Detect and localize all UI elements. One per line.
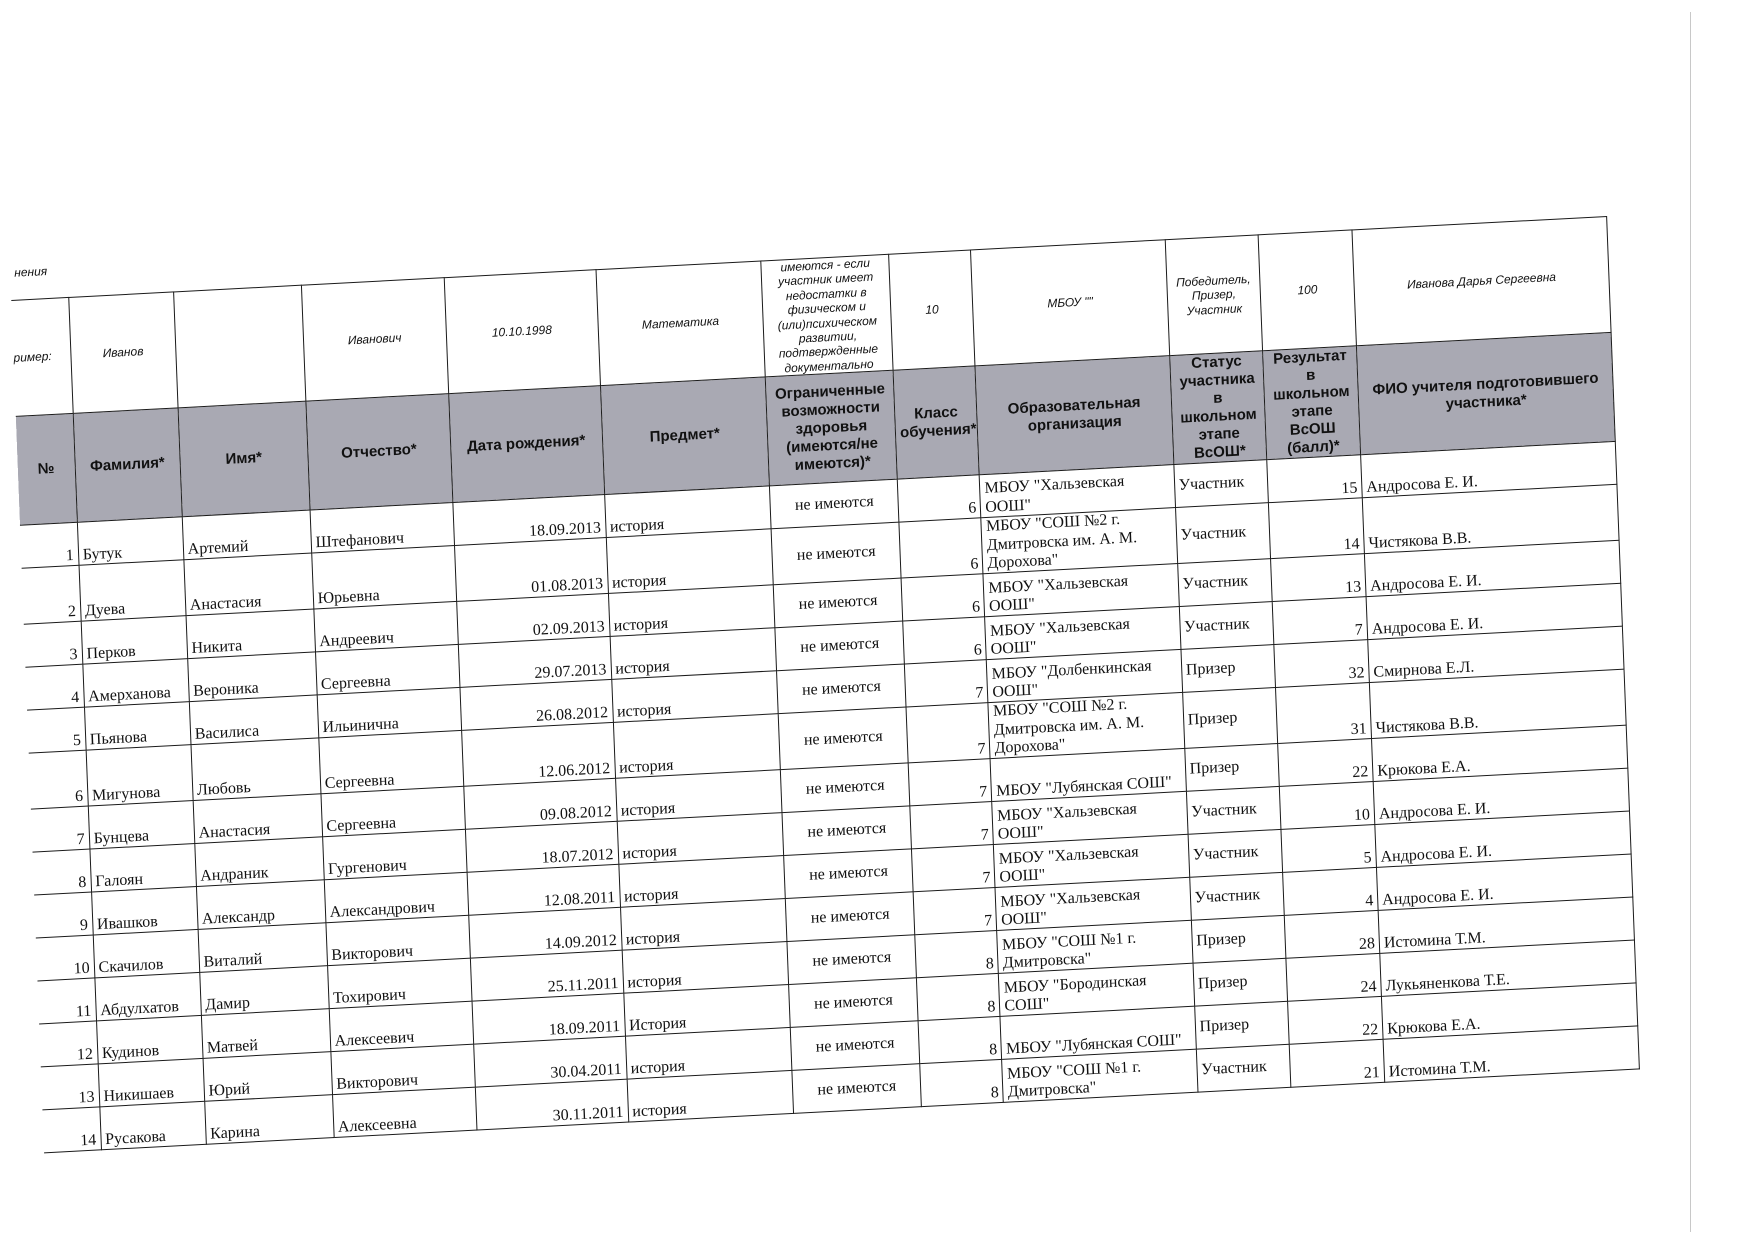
cell-num: 12 — [39, 1021, 98, 1067]
cell-last-name: Бутук — [77, 517, 184, 565]
cell-first-name: Анастасия — [184, 553, 314, 616]
cell-first-name: Любовь — [191, 738, 321, 801]
cell-status: Призер — [1184, 744, 1279, 792]
cell-org: МБОУ "СОШ №2 г. Дмитровска им. А. М. Дорохова" — [988, 693, 1184, 759]
cell-last-name: Амерханова — [82, 659, 189, 707]
example-first-name — [173, 285, 305, 408]
cell-status: Призер — [1193, 959, 1288, 1007]
example-teacher: Иванова Дарья Сергеевна — [1352, 217, 1611, 346]
scanned-table-wrapper — [10, 182, 1640, 1154]
cell-teacher: Андросова Е. И. — [1364, 541, 1620, 597]
cell-num: 11 — [37, 978, 96, 1024]
cell-health: не имеются — [770, 479, 899, 529]
cell-org: МБОУ "Хальзевская ООШ" — [980, 465, 1176, 518]
cell-patronymic: Сергеевна — [321, 787, 465, 837]
cell-last-name: Пьянова — [84, 702, 191, 750]
cell-first-name: Карина — [204, 1095, 333, 1145]
cell-birth-date: 18.09.2011 — [472, 994, 625, 1045]
cell-num: 8 — [33, 850, 92, 896]
cell-teacher: Крюкова Е.А. — [1381, 983, 1637, 1039]
cell-last-name: Мигунова — [86, 745, 193, 807]
cell-last-name: Абдулхатов — [95, 973, 202, 1021]
cell-teacher: Андросова Е. И. — [1375, 812, 1631, 868]
cell-last-name: Русакова — [99, 1102, 206, 1150]
cell-teacher: Андросова Е. И. — [1377, 855, 1633, 911]
cell-birth-date: 12.06.2012 — [461, 723, 615, 787]
cell-grade: 8 — [918, 1017, 1002, 1064]
cell-first-name: Андраник — [195, 837, 324, 887]
cell-first-name: Анастасия — [193, 794, 322, 844]
cell-status: Участник — [1188, 830, 1283, 878]
cell-subject: история — [622, 942, 789, 994]
cell-last-name: Кудинов — [96, 1016, 203, 1064]
cell-score: 22 — [1288, 997, 1383, 1045]
cell-score: 7 — [1273, 597, 1368, 645]
cell-subject: история — [625, 1028, 792, 1080]
cell-health: не имеются — [785, 892, 914, 942]
header-teacher: ФИО учителя подготовившего участника* — [1356, 333, 1615, 455]
cell-teacher: Андросова Е. И. — [1366, 584, 1622, 640]
cell-patronymic: Ильинична — [317, 688, 461, 738]
cell-grade: 8 — [915, 931, 999, 978]
cell-patronymic: Александрович — [324, 873, 468, 923]
cell-patronymic: Штефанович — [310, 503, 454, 553]
cell-grade: 7 — [913, 888, 997, 935]
cell-last-name: Никишаев — [98, 1059, 205, 1107]
cell-grade: 7 — [910, 802, 994, 849]
cell-score: 28 — [1285, 911, 1380, 959]
cell-first-name: Вероника — [187, 652, 316, 702]
cell-org: МБОУ "Хальзевская ООШ" — [985, 607, 1181, 660]
cell-patronymic: Алексеевна — [332, 1088, 476, 1138]
olympiad-results-table — [10, 182, 1640, 1154]
header-last-name: Фамилия* — [73, 408, 182, 522]
cell-score: 15 — [1267, 455, 1362, 503]
header-org: Образовательная организация — [975, 356, 1173, 475]
cell-num: 13 — [41, 1064, 100, 1110]
cell-num: 4 — [25, 664, 84, 710]
cell-last-name: Ивашков — [91, 887, 198, 935]
instruction-text: нения — [10, 182, 1607, 300]
cell-first-name: Александр — [196, 880, 325, 930]
cell-org: МБОУ "Лубянская СОШ" — [1000, 1007, 1196, 1060]
example-health: имеются - если участник имеет недостатки в физическом и (или)психическом развитии, подтвержденные документально — [761, 254, 893, 377]
cell-num: 1 — [20, 522, 79, 568]
example-score: 100 — [1258, 230, 1356, 351]
cell-health: не имеются — [790, 1021, 919, 1071]
cell-last-name: Галоян — [90, 844, 197, 892]
cell-first-name: Матвей — [201, 1009, 330, 1059]
cell-health: не имеются — [789, 978, 918, 1028]
page-edge — [1690, 12, 1691, 1232]
cell-first-name: Дамир — [200, 966, 329, 1016]
cell-grade: 8 — [917, 974, 1001, 1021]
cell-grade: 8 — [920, 1060, 1004, 1107]
cell-health: не имеются — [777, 664, 906, 714]
cell-score: 13 — [1271, 554, 1366, 602]
cell-patronymic: Тохирович — [327, 959, 471, 1009]
cell-org: МБОУ "Хальзевская ООШ" — [992, 792, 1188, 845]
cell-health: не имеются — [775, 621, 904, 671]
cell-birth-date: 29.07.2013 — [458, 637, 611, 688]
cell-birth-date: 18.07.2012 — [465, 822, 618, 873]
cell-subject: история — [627, 1071, 794, 1123]
cell-subject: история — [617, 813, 784, 865]
cell-subject: история — [608, 585, 775, 637]
cell-subject: история — [611, 671, 778, 723]
cell-status: Участник — [1177, 559, 1272, 607]
cell-num: 3 — [24, 622, 83, 668]
header-num: № — [16, 414, 77, 526]
cell-grade: 7 — [906, 703, 990, 763]
cell-health: не имеются — [792, 1064, 921, 1114]
header-health: Ограниченные возможности здоровья (имеются/не имеются)* — [765, 370, 897, 486]
example-org: МБОУ "" — [971, 240, 1169, 366]
cell-teacher: Чистякова В.В. — [1362, 484, 1619, 554]
cell-org: МБОУ "СОШ №1 г. Дмитровска" — [997, 921, 1193, 974]
cell-teacher: Чистякова В.В. — [1369, 669, 1626, 739]
cell-subject: история — [613, 714, 781, 779]
cell-health: не имеются — [778, 707, 908, 770]
cell-score: 14 — [1269, 498, 1365, 559]
cell-subject: История — [623, 985, 790, 1037]
example-subject: Математика — [596, 261, 766, 386]
cell-teacher: Смирнова Е.Л. — [1368, 627, 1624, 683]
cell-patronymic: Юрьевна — [311, 546, 456, 610]
cell-status: Участник — [1179, 602, 1274, 650]
cell-org: МБОУ "Бородинская СОШ" — [999, 964, 1195, 1017]
cell-grade: 6 — [901, 574, 985, 621]
cell-num: 7 — [31, 807, 90, 853]
example-num: ример: — [11, 297, 73, 416]
cell-num: 9 — [34, 893, 93, 939]
cell-birth-date: 12.08.2011 — [467, 865, 620, 916]
cell-grade: 6 — [903, 617, 987, 664]
cell-health: не имеются — [771, 522, 901, 585]
cell-status: Призер — [1191, 916, 1286, 964]
header-patronymic: Отчество* — [306, 394, 453, 510]
cell-num: 6 — [29, 750, 88, 809]
cell-grade: 6 — [897, 475, 981, 522]
cell-grade: 7 — [908, 759, 992, 806]
cell-patronymic: Гургенович — [322, 830, 466, 880]
cell-birth-date: 26.08.2012 — [460, 680, 613, 731]
cell-health: не имеются — [787, 935, 916, 985]
cell-first-name: Василиса — [189, 695, 318, 745]
cell-subject: история — [620, 899, 787, 951]
cell-health: не имеются — [773, 578, 902, 628]
example-last-name: Иванов — [68, 292, 177, 414]
example-birth-date: 10.10.1998 — [444, 270, 600, 394]
cell-birth-date: 02.09.2013 — [456, 594, 609, 645]
cell-score: 4 — [1283, 868, 1378, 916]
cell-health: не имеются — [784, 849, 913, 899]
cell-status: Призер — [1182, 688, 1278, 749]
cell-birth-date: 09.08.2012 — [463, 779, 616, 830]
cell-last-name: Бунцева — [88, 801, 195, 849]
cell-subject: история — [618, 856, 785, 908]
cell-birth-date: 14.09.2012 — [468, 908, 621, 959]
cell-grade: 7 — [905, 660, 989, 707]
cell-patronymic: Викторович — [326, 916, 470, 966]
cell-grade: 7 — [912, 845, 996, 892]
header-subject: Предмет* — [600, 377, 770, 495]
cell-org: МБОУ "СОШ №2 г. Дмитровска им. А. М. Дорохова" — [981, 508, 1177, 574]
cell-score: 31 — [1276, 683, 1372, 744]
cell-org: МБОУ "Хальзевская ООШ" — [995, 878, 1191, 931]
cell-status: Участник — [1189, 873, 1284, 921]
cell-org: МБОУ "СОШ №1 г. Дмитровска" — [1002, 1050, 1198, 1103]
cell-status: Участник — [1175, 503, 1271, 564]
cell-last-name: Дуева — [79, 560, 186, 622]
header-first-name: Имя* — [178, 401, 310, 517]
cell-status: Призер — [1194, 1002, 1289, 1050]
example-grade: 10 — [889, 250, 976, 370]
cell-num: 2 — [22, 565, 81, 624]
cell-patronymic: Сергеевна — [319, 731, 464, 795]
cell-birth-date: 18.09.2013 — [452, 495, 605, 546]
cell-patronymic: Сергеевна — [315, 645, 459, 695]
example-patronymic: Иванович — [301, 278, 448, 402]
cell-num: 14 — [42, 1107, 101, 1153]
cell-subject: история — [610, 628, 777, 680]
cell-teacher: Андросова Е. И. — [1373, 769, 1629, 825]
cell-teacher: Истомина Т.М. — [1383, 1026, 1639, 1082]
cell-status: Участник — [1186, 787, 1281, 835]
cell-first-name: Никита — [186, 609, 315, 659]
cell-health: не имеются — [782, 806, 911, 856]
cell-patronymic: Андреевич — [314, 602, 458, 652]
cell-teacher: Истомина Т.М. — [1378, 897, 1634, 953]
cell-score: 5 — [1281, 825, 1376, 873]
cell-score: 21 — [1290, 1040, 1385, 1088]
cell-teacher: Андросова Е. И. — [1361, 441, 1617, 497]
cell-last-name: Скачилов — [93, 930, 200, 978]
cell-subject: история — [615, 770, 782, 822]
cell-birth-date: 30.11.2011 — [475, 1080, 628, 1131]
cell-subject: история — [606, 529, 774, 594]
cell-teacher: Крюкова Е.А. — [1372, 726, 1628, 782]
cell-score: 22 — [1278, 739, 1373, 787]
cell-status: Призер — [1181, 645, 1276, 693]
cell-org: МБОУ "Долбенкинская ООШ" — [987, 650, 1183, 703]
cell-status: Участник — [1174, 460, 1269, 508]
cell-score: 32 — [1274, 640, 1369, 688]
cell-org: МБОУ "Хальзевская ООШ" — [983, 564, 1179, 617]
cell-birth-date: 30.04.2011 — [473, 1037, 626, 1088]
cell-subject: история — [604, 486, 771, 538]
cell-birth-date: 25.11.2011 — [470, 951, 623, 1002]
cell-birth-date: 01.08.2013 — [454, 538, 608, 602]
cell-patronymic: Викторович — [331, 1045, 475, 1095]
cell-score: 24 — [1286, 954, 1381, 1002]
header-birth-date: Дата рождения* — [448, 386, 604, 503]
example-status: Победитель, Призер, Участник — [1165, 235, 1263, 356]
cell-num: 5 — [27, 707, 86, 753]
cell-first-name: Виталий — [198, 923, 327, 973]
cell-patronymic: Алексеевич — [329, 1002, 473, 1052]
cell-grade: 6 — [899, 518, 983, 578]
header-grade: Класс обучения* — [893, 366, 979, 479]
cell-score: 10 — [1280, 782, 1375, 830]
cell-org: МБОУ "Хальзевская ООШ" — [994, 835, 1190, 888]
cell-first-name: Артемий — [182, 510, 311, 560]
cell-last-name: Перков — [81, 616, 188, 664]
header-score: Результат в школьном этапе ВсОШ (балл)* — [1263, 346, 1361, 460]
cell-teacher: Лукьяненкова Т.Е. — [1380, 940, 1636, 996]
cell-health: не имеются — [781, 763, 910, 813]
cell-status: Участник — [1196, 1045, 1291, 1093]
header-status: Статус участника в школьном этапе ВсОШ* — [1169, 351, 1267, 465]
cell-num: 10 — [36, 935, 95, 981]
cell-org: МБОУ "Лубянская СОШ" — [990, 749, 1186, 802]
cell-first-name: Юрий — [203, 1052, 332, 1102]
